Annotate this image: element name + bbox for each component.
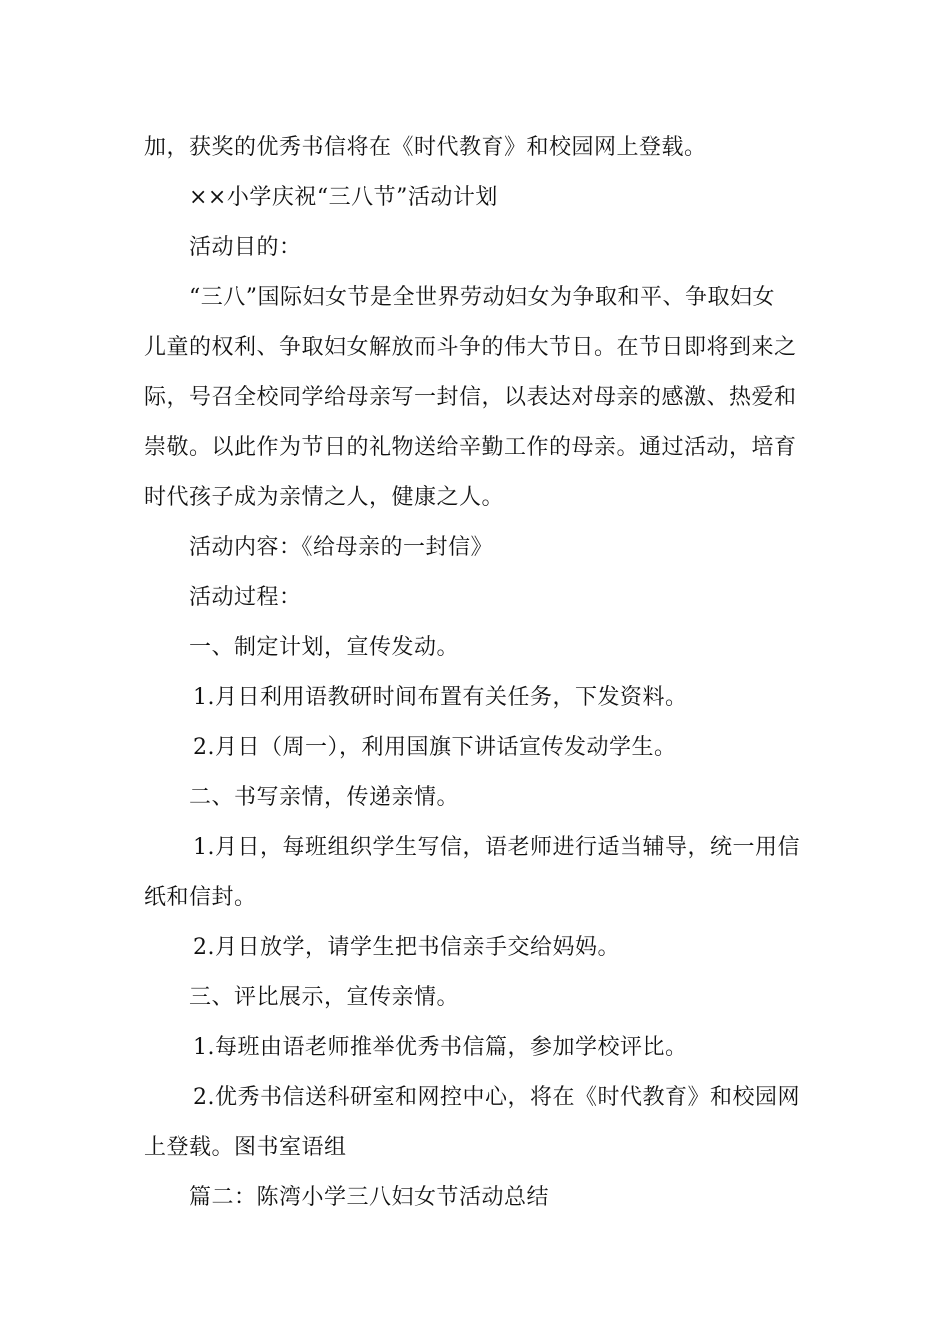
paragraph-line: 儿童的权利、争取妇女解放而斗争的伟大节日。在节日即将到来之 [144,335,797,360]
section-heading: 活动内容：《给母亲的一封信》 [189,535,494,560]
paragraph-line: 上登载。图书室语组 [144,1135,347,1160]
step-heading: 二、书写亲情，传递亲情。 [189,785,460,810]
paragraph-line: “三八”国际妇女节是全世界劳动妇女为争取和平、争取妇女 [189,285,775,310]
list-item: 1.每班由语老师推举优秀书信篇，参加学校评比。 [193,1035,688,1060]
chapter-heading: 篇二：陈湾小学三八妇女节活动总结 [189,1185,550,1210]
step-heading: 一、制定计划，宣传发动。 [189,635,460,660]
list-item: 2.月日（周一），利用国旗下讲话宣传发动学生。 [193,735,677,760]
section-heading: 活动目的： [189,235,302,260]
paragraph-line: 际，号召全校同学给母亲写一封信，以表达对母亲的感激、热爱和 [144,385,797,410]
list-item: 2.优秀书信送科研室和网控中心，将在《时代教育》和校园网 [193,1085,800,1110]
paragraph-line: 纸和信封。 [144,885,257,910]
step-heading: 三、评比展示，宣传亲情。 [189,985,460,1010]
plan-title: ××小学庆祝“三八节”活动计划 [189,185,498,210]
paragraph-line: 加，获奖的优秀书信将在《时代教育》和校园网上登载。 [144,135,707,160]
list-item: 1.月日，每班组织学生写信，语老师进行适当辅导，统一用信 [193,835,800,860]
paragraph-line: 时代孩子成为亲情之人，健康之人。 [144,485,505,510]
list-item: 1.月日利用语教研时间布置有关任务，下发资料。 [193,685,688,710]
section-heading: 活动过程： [189,585,302,610]
list-item: 2.月日放学，请学生把书信亲手交给妈妈。 [193,935,620,960]
paragraph-line: 崇敬。以此作为节日的礼物送给辛勤工作的母亲。通过活动，培育 [144,435,797,460]
